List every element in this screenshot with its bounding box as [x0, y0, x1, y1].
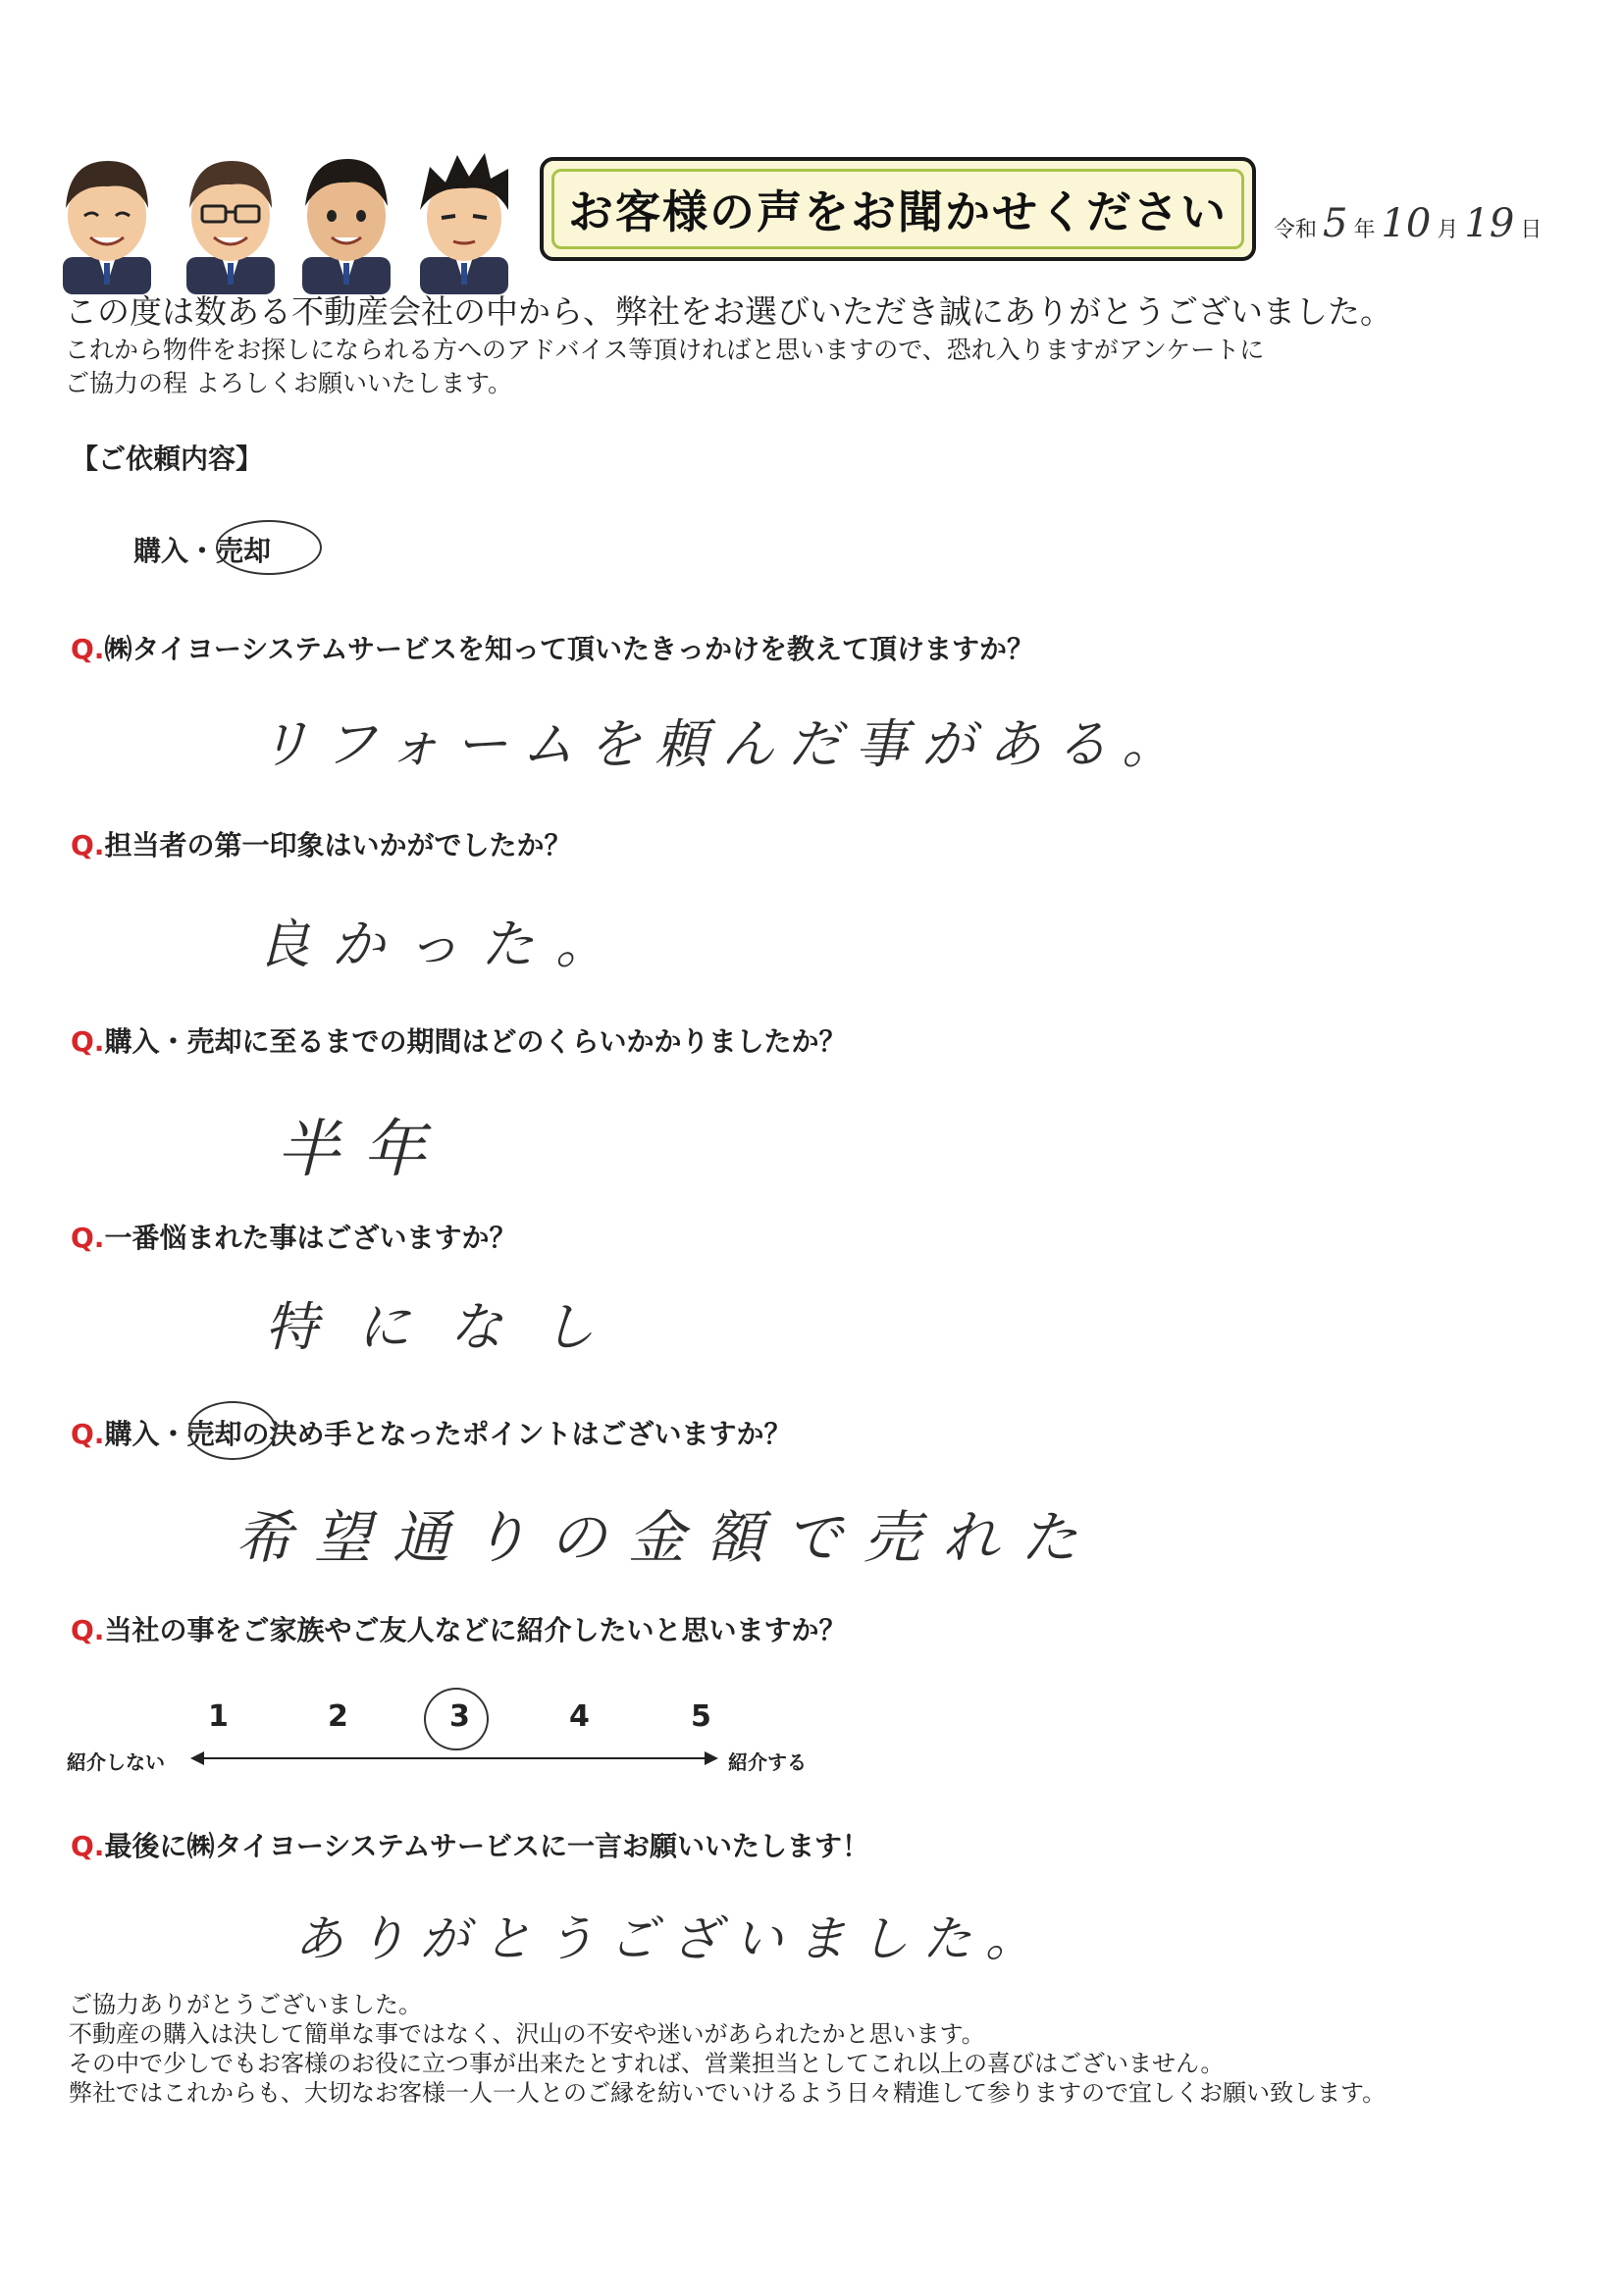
request-heading: 【ご依頼内容】	[71, 443, 264, 475]
question-3	[71, 1020, 846, 1060]
option-sell[interactable]: 売却	[216, 535, 272, 567]
question-text: 最後に㈱タイヨーシステムサービスに一言お願いいたします！	[104, 1830, 869, 1862]
selected-circle-mark	[216, 520, 322, 575]
staff-avatar-3	[288, 147, 404, 294]
question-mark: Q.	[71, 633, 105, 665]
question-text: 購入・売却に至るまでの期間はどのくらいかかりましたか？	[104, 1025, 847, 1058]
staff-avatar-2	[173, 147, 288, 294]
answer-4: 特になし	[265, 1296, 634, 1358]
date	[1274, 201, 1542, 246]
scale-right-label: 紹介する	[728, 1750, 807, 1774]
selected-circle-mark	[188, 1401, 277, 1460]
scale-left-label: 紹介しない	[67, 1750, 165, 1774]
question-mark: Q.	[71, 1614, 105, 1646]
scale-option-4[interactable]: 4	[569, 1699, 590, 1734]
footer-line-2: 不動産の購入は決して簡単な事ではなく、沢山の不安や迷いがあられたかと思います。	[69, 2020, 985, 2048]
scale-option-1[interactable]: 1	[208, 1699, 229, 1734]
question-mark: Q.	[71, 1830, 105, 1862]
question-5	[71, 1413, 791, 1452]
question-2	[71, 824, 571, 863]
option-separator: ・	[188, 535, 217, 567]
question-text: 当社の事をご家族やご友人などに紹介したいと思いますか？	[104, 1614, 847, 1646]
question-mark: Q.	[71, 829, 105, 861]
staff-avatar-1	[49, 147, 165, 294]
title-banner-inner	[551, 169, 1244, 249]
scale-option-2[interactable]: 2	[328, 1699, 348, 1734]
scale-arrow	[190, 1748, 718, 1768]
option-buy[interactable]: 購入	[133, 535, 189, 567]
question-mark: Q.	[71, 1418, 105, 1450]
question-1	[71, 628, 1034, 667]
scale-option-5[interactable]: 5	[691, 1699, 711, 1734]
footer-line-1: ご協力ありがとうございました。	[69, 1991, 422, 2018]
question-mark: Q.	[71, 1222, 105, 1254]
staff-avatar-4	[406, 147, 522, 294]
intro-line-2: これから物件をお探しになられる方へのアドバイス等頂ければと思いますので、恐れ入りますがアンケートに	[65, 336, 1265, 364]
page-title: お客様の声をお聞かせください	[568, 185, 1228, 238]
question-text: 一番悩まれた事はございますか？	[104, 1222, 517, 1254]
question-text: 担当者の第一印象はいかがでしたか？	[104, 829, 572, 861]
answer-5: 希望通りの金額で売れた	[236, 1504, 1100, 1571]
date-day-unit: 日	[1520, 218, 1543, 242]
footer-message	[69, 1990, 1386, 2108]
date-month-unit: 月	[1437, 218, 1459, 242]
answer-3: 半年	[277, 1114, 449, 1186]
question-7	[71, 1825, 869, 1864]
title-banner	[540, 157, 1256, 261]
answer-1: リフォームを頼んだ事がある。	[257, 713, 1189, 775]
date-day: 19	[1464, 201, 1515, 246]
question-text: ㈱タイヨーシステムサービスを知って頂いたきっかけを教えて頂けますか？	[104, 633, 1034, 665]
intro-line-1: この度は数ある不動産会社の中から、弊社をお選びいただき誠にありがとうございました。	[65, 292, 1392, 331]
answer-7: ありがとうございました。	[294, 1910, 1048, 1967]
date-year-unit: 年	[1353, 218, 1376, 242]
question-text: 購入・売却の決め手となったポイントはございますか？	[104, 1418, 792, 1450]
intro-line-3: ご協力の程 よろしくお願いいたします。	[65, 369, 512, 397]
intro-block	[65, 334, 1264, 400]
footer-line-3: その中で少しでもお客様のお役に立つ事が出来たとすれば、営業担当としてこれ以上の喜びはございません。	[69, 2050, 1225, 2077]
question-6	[71, 1609, 846, 1648]
footer-line-4: 弊社ではこれからも、大切なお客様一人一人とのご縁を紡いでいけるよう日々精進して参りますので宜しくお願い致します。	[69, 2079, 1387, 2107]
date-year: 5	[1323, 201, 1348, 246]
answer-2: 良かった。	[257, 913, 630, 975]
question-mark: Q.	[71, 1025, 105, 1058]
scale-option-3[interactable]: 3	[449, 1699, 470, 1734]
date-era: 令和	[1274, 218, 1318, 242]
scale-selected-circle	[424, 1688, 489, 1750]
question-4	[71, 1217, 516, 1256]
date-month: 10	[1381, 201, 1432, 246]
